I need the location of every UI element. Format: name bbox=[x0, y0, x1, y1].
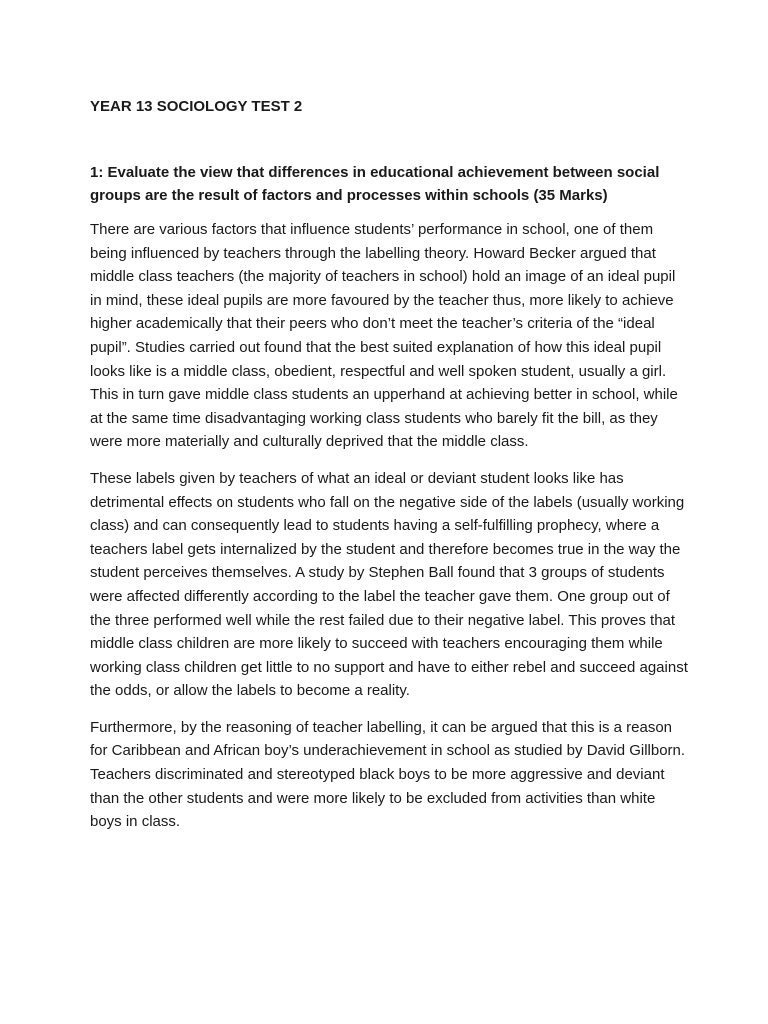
paragraph-3: Furthermore, by the reasoning of teacher labelling, it can be argued that this is a reason for Caribbean and African boy’s underachievement in school as studied by David Gillborn. Teachers discriminated and stereotyped black boys to be more aggressive and deviant than the other students and were more likely to be excluded from activities than white boys in class. bbox=[90, 718, 686, 831]
paragraph-2: These labels given by teachers of what an ideal or deviant student looks like has detrimental effects on students who fall on the negative side of the labels (usually working class) and can consequently lead to students having a self-fulfilling prophecy, where a teachers label gets internalized by the student and therefore becomes true in the way the student perceives themselves. A study by Stephen Ball found that 3 groups of students were affected differently according to the label the teacher gave them. One group out of the three performed well while the rest failed due to their negative label. This proves that middle class children are more likely to succeed with teachers encouraging them while working class children get little to no support and have to either rebel and succeed against the odds, or allow the labels to become a reality. bbox=[90, 469, 688, 700]
document-page bbox=[90, 95, 690, 834]
question-heading: 1: Evaluate the view that differences in educational achievement between social groups are the result of factors and processes within schools (35 Marks) bbox=[90, 164, 660, 204]
paragraph-1: There are various factors that influence students’ performance in school, one of them being influenced by teachers through the labelling theory. Howard Becker argued that middle class teachers (the majority of teachers in school) hold an image of an ideal pupil in mind, these ideal pupils are more favoured by the teacher thus, more likely to achieve higher academically that their peers who don’t meet the teacher’s criteria of the “ideal pupil”. Studies carried out found that the best suited explanation of how this ideal pupil looks like is a middle class, obedient, respectful and well spoken student, usually a girl. This in turn gave middle class students an upperhand at achieving better in school, while at the same time disadvantaging working class students who barely fit the bill, as they were more materially and culturally deprived that the middle class. bbox=[90, 221, 678, 451]
document-title: YEAR 13 SOCIOLOGY TEST 2 bbox=[90, 98, 303, 115]
